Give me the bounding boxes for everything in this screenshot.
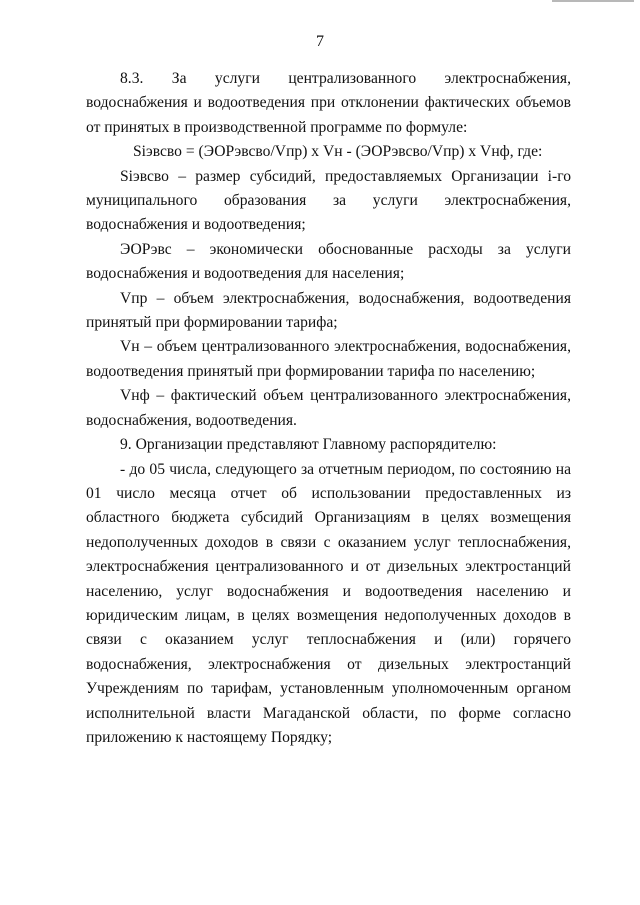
definition-si: Siэвсво – размер субсидий, предоставляемых Организации i-го муниципального образования за услуги электроснабжения, водоснабжения и водоотведения; [86,167,571,234]
definition-vpr: Vпр – объем электроснабжения, водоснабжения, водоотведения принятый при формировании тарифа; [86,289,571,332]
document-body [86,67,571,750]
paragraph-9-item: - до 05 числа, следующего за отчетным периодом, по состоянию на 01 число месяца отчет об использовании предоставленных из областного бюджета субсидий Организациям в целях возмещения недополученных доходов в связи с оказанием услуг теплоснабжения, электроснабжения централизованного и от дизельных электростанций населению, услуг водоснабжения и водоотведения населению и юридическим лицам, в целях возмещения недополученных доходов в связи с оказанием услуг теплоснабжения и (или) горячего водоснабжения, электроснабжения от дизельных электростанций Учреждениям по тарифам, установленным уполномоченным органом исполнительной власти Магаданской области, по форме согласно приложению к настоящему Порядку; [86,460,571,746]
paragraph-8-3: 8.3. За услуги централизованного электроснабжения, водоснабжения и водоотведения при отклонении фактических объемов от принятых в производственной программе по формуле: [86,70,571,136]
page-number: 7 [316,33,324,50]
paragraph-9: 9. Организации представляют Главному распорядителю: [120,436,497,454]
definition-vn: Vн – объем централизованного электроснабжения, водоснабжения, водоотведения принятый при формировании тарифа по населению; [86,338,571,380]
formula-line: Siэвсво = (ЭОРэвсво/Vпр) х Vн - (ЭОРэвсво/Vпр) х Vнф, где: [133,143,543,161]
scan-edge-mark [552,0,634,2]
definition-eor: ЭОРэвс – экономически обоснованные расходы за услуги водоснабжения и водоотведения для населения; [86,240,571,283]
definition-vnf: Vнф – фактический объем централизованного электроснабжения, водоснабжения, водоотведения. [86,387,571,429]
